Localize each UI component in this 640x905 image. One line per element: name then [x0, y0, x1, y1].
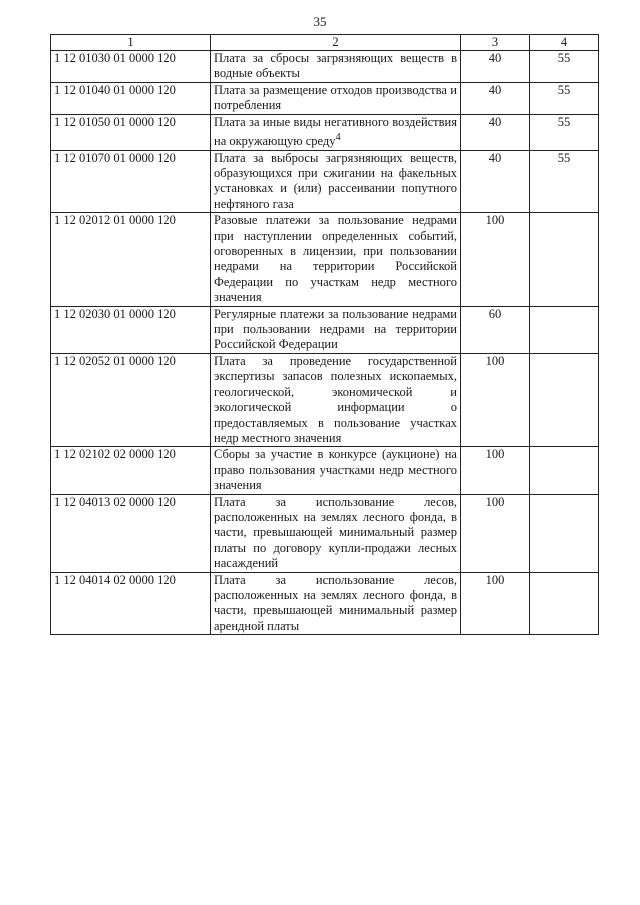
- row-col4-value: [533, 495, 595, 496]
- row-col4-cell: [530, 213, 599, 306]
- row-code: 1 12 01070 01 0000 120: [51, 150, 211, 213]
- table-row: [51, 150, 599, 213]
- row-description: Плата за выбросы загрязняющих веществ, образующихся при сжигании на факельных установках и (или) рассеивании попутного нефтяного газа: [211, 150, 461, 213]
- row-description: Регулярные платежи за пользование недрами при пользовании недрами на территории Российской Федерации: [211, 306, 461, 353]
- row-col3-cell: [461, 306, 530, 353]
- row-col3-value: 40: [488, 82, 502, 97]
- row-col4-cell: [530, 150, 599, 213]
- table-row: [51, 51, 599, 83]
- table-row: [51, 306, 599, 353]
- row-col3-cell: [461, 82, 530, 114]
- row-code: 1 12 02102 02 0000 120: [51, 447, 211, 494]
- table-row: [51, 213, 599, 306]
- row-col3-cell: [461, 494, 530, 572]
- table-row: [51, 447, 599, 494]
- row-col4-value: 55: [557, 82, 571, 97]
- row-col3-value: 40: [488, 51, 502, 65]
- table-row: [51, 114, 599, 150]
- row-code: 1 12 01030 01 0000 120: [51, 51, 211, 83]
- row-col4-value: 55: [557, 51, 571, 65]
- row-col4-value: [533, 307, 595, 308]
- row-col3-cell: [461, 447, 530, 494]
- row-col4-value: [533, 354, 595, 355]
- row-description: [211, 114, 461, 150]
- row-col4-cell: [530, 82, 599, 114]
- row-col4-cell: [530, 306, 599, 353]
- row-description: Сборы за участие в конкурсе (аукционе) на право пользования участками недр местного значения: [211, 447, 461, 494]
- row-description: Плата за размещение отходов производства и потребления: [211, 82, 461, 114]
- row-col4-cell: [530, 572, 599, 635]
- row-code: 1 12 01040 01 0000 120: [51, 82, 211, 114]
- column-header-3: 3: [461, 35, 530, 51]
- row-col3-value: 100: [485, 353, 505, 368]
- table-row: [51, 353, 599, 446]
- page-number: 35: [313, 14, 327, 29]
- row-col4-cell: [530, 114, 599, 150]
- row-col3-value: 100: [485, 213, 505, 228]
- row-description: Плата за сбросы загрязняющих веществ в водные объекты: [211, 51, 461, 83]
- row-description: Разовые платежи за пользование недрами при наступлении определенных событий, оговоренных в лицензии, при пользовании недрами на территории Российской Федерации по участкам недр местного значения: [211, 213, 461, 306]
- row-description: Плата за использование лесов, расположенных на землях лесного фонда, в части, превышающей минимальный размер платы по договору купли-продажи лесных насаждений: [211, 494, 461, 572]
- row-col4-cell: [530, 494, 599, 572]
- row-code: 1 12 02052 01 0000 120: [51, 353, 211, 446]
- row-col4-value: [533, 213, 595, 214]
- row-col3-cell: [461, 353, 530, 446]
- revenue-table: [50, 34, 599, 635]
- column-header-2: 2: [211, 35, 461, 51]
- footnote-marker: 4: [335, 132, 341, 144]
- row-col3-cell: [461, 114, 530, 150]
- row-col4-value: [533, 447, 595, 448]
- row-col4-cell: [530, 353, 599, 446]
- row-code: 1 12 04013 02 0000 120: [51, 494, 211, 572]
- row-col3-value: 40: [488, 150, 502, 165]
- row-col3-value: 60: [488, 306, 502, 321]
- row-code: 1 12 02030 01 0000 120: [51, 306, 211, 353]
- table-row: [51, 572, 599, 635]
- table-row: [51, 494, 599, 572]
- row-col3-cell: [461, 572, 530, 635]
- row-col3-value: 100: [485, 572, 505, 587]
- table-row: [51, 82, 599, 114]
- row-col3-cell: [461, 51, 530, 83]
- row-col4-value: [533, 573, 595, 574]
- table-header-row: [51, 35, 599, 51]
- row-col4-value: 55: [557, 150, 571, 165]
- row-description: Плата за проведение государственной экспертизы запасов полезных ископаемых, геологической, экономической и экологической информации о предоставляемых в пользование участках недр местного значения: [211, 353, 461, 446]
- row-description-text: Плата за иные виды негативного воздействия на окружающую среду: [214, 114, 457, 149]
- row-code: 1 12 02012 01 0000 120: [51, 213, 211, 306]
- row-col3-cell: [461, 150, 530, 213]
- row-code: 1 12 04014 02 0000 120: [51, 572, 211, 635]
- row-col4-value: 55: [557, 114, 571, 129]
- row-col3-cell: [461, 213, 530, 306]
- column-header-1: 1: [51, 35, 211, 51]
- column-header-4: 4: [530, 35, 599, 51]
- row-col4-cell: [530, 51, 599, 83]
- row-col3-value: 100: [485, 494, 505, 509]
- row-description: Плата за использование лесов, расположенных на землях лесного фонда, в части, превышающей минимальный размер арендной платы: [211, 572, 461, 635]
- row-code: 1 12 01050 01 0000 120: [51, 114, 211, 150]
- row-col3-value: 40: [488, 114, 502, 129]
- row-col4-cell: [530, 447, 599, 494]
- row-col3-value: 100: [485, 447, 505, 462]
